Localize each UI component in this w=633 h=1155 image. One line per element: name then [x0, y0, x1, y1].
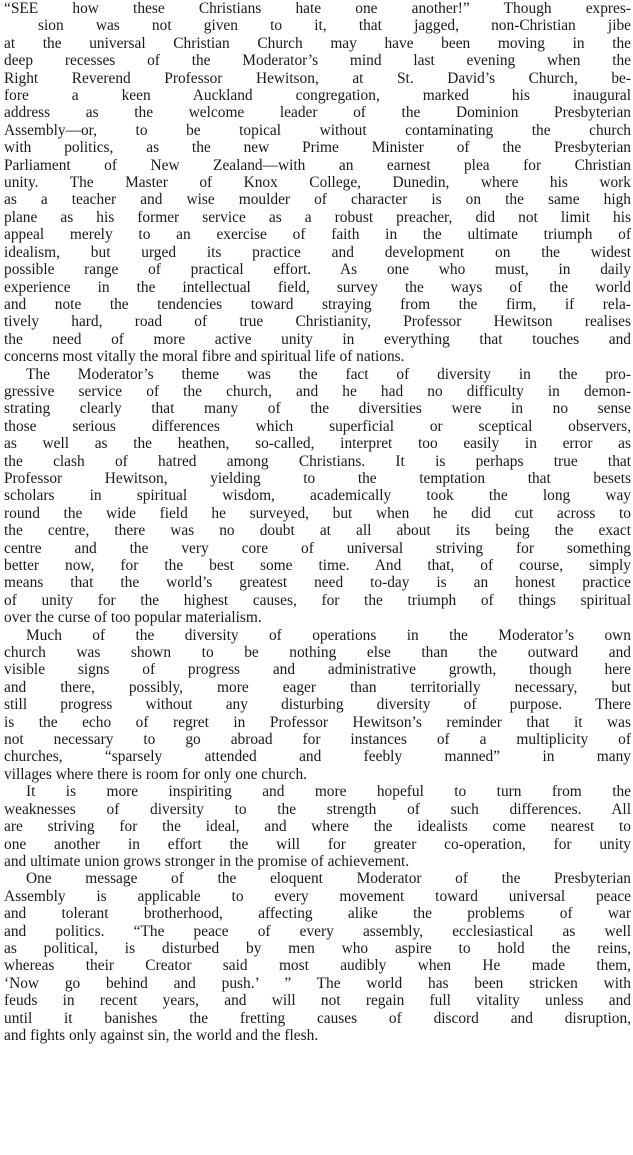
- article-line: scholars in spiritual wisdom, academically took the long way: [4, 487, 631, 505]
- article-line: church was shown to be nothing else than the outward and: [4, 644, 631, 662]
- article-line: feuds in recent years, and will not regain full vitality unless and: [4, 992, 631, 1010]
- article-line: not necessary to go abroad for instances of a multiplicity of: [4, 731, 631, 749]
- article-line: and tolerant brotherhood, affecting alike the problems of war: [4, 905, 631, 923]
- article-line: means that the world’s greatest need to-day is an honest practice: [4, 574, 631, 592]
- article-line: and politics. “The peace of every assembly, ecclesiastical as well: [4, 922, 631, 940]
- article-line: of unity for the highest causes, for the triumph of things spiritual: [4, 591, 631, 609]
- article-line: strating clearly that many of the diversities were in no sense: [4, 400, 631, 418]
- article-line: tively hard, road of true Christianity, Professor Hewitson realises: [4, 313, 631, 331]
- article-line: visible signs of progress and administrative growth, though here: [4, 661, 631, 679]
- article-line: as a teacher and wise moulder of character is on the same high: [4, 191, 631, 209]
- article-line: villages where there is room for only one church.: [4, 765, 308, 783]
- article-line: idealism, but urged its practice and development on the widest: [4, 243, 631, 261]
- article-line: still progress without any disturbing diversity of purpose. There: [4, 696, 631, 714]
- article-line: whereas their Creator said most audibly when He made them,: [4, 957, 631, 975]
- article-line: and fights only against sin, the world and the flesh.: [4, 1026, 319, 1044]
- article-line: with politics, as the new Prime Minister of the Presbyterian: [4, 139, 631, 157]
- article-line: until it banishes the fretting causes of discord and disruption,: [4, 1009, 631, 1027]
- article-line: deep recesses of the Moderator’s mind last evening when the: [4, 52, 631, 70]
- article-line: The Moderator’s theme was the fact of diversity in the pro-: [26, 365, 631, 383]
- article-line: better now, for the best some time. And that, of course, simply: [4, 557, 631, 574]
- article-line: as well as the heathen, so-called, interpret too easily in error as: [4, 435, 631, 453]
- article-line: It is more inspiriting and more hopeful to turn from the: [26, 783, 631, 801]
- article-line: at the universal Christian Church may have been moving in the: [4, 34, 631, 52]
- article-line: sion was not given to it, that jagged, non-Christian jibe: [38, 17, 631, 35]
- article-line: weaknesses of diversity to the strength of such differences. All: [4, 800, 631, 818]
- article-line: over the curse of too popular materialism.: [4, 609, 262, 627]
- article-line: possible range of practical effort. As one who must, in daily: [4, 261, 631, 279]
- article-line: and note the tendencies toward straying from the firm, if rela-: [4, 295, 631, 313]
- article-line: Assembly—or, to be topical without contaminating the church: [4, 121, 631, 139]
- article-line: churches, “sparsely attended and feebly manned” in many: [4, 748, 631, 766]
- article-line: ‘Now go behind and push.’ ” The world has been stricken with: [4, 974, 631, 992]
- article-line: One message of the eloquent Moderator of the Presbyterian: [26, 870, 631, 888]
- article-line: Much of the diversity of operations in the Moderator’s own: [26, 626, 631, 644]
- article-line: experience in the intellectual field, survey the ways of the world: [4, 278, 631, 296]
- article-line: as political, is disturbed by men who aspire to hold the reins,: [4, 939, 631, 957]
- article-line: unity. The Master of Knox College, Dunedin, where his work: [4, 174, 631, 192]
- article-line: centre and the very core of universal striving for something: [4, 539, 631, 557]
- article-line: and there, possibly, more eager than territorially necessary, but: [4, 678, 631, 696]
- article-line: Assembly is applicable to every movement toward universal peace: [4, 887, 631, 905]
- article-line: are striving for the ideal, and where the idealists come nearest to: [4, 818, 631, 836]
- article-line: the need of more active unity in everything that touches and: [4, 330, 631, 348]
- article-line: the clash of hatred among Christians. It is perhaps true that: [4, 452, 631, 470]
- article-first-line: “SEE how these Christians hate one another!” Though expres-: [4, 0, 631, 17]
- article-line: Professor Hewitson, yielding to the temptation that besets: [4, 469, 631, 487]
- article-line: Right Reverend Professor Hewitson, at St. David’s Church, be-: [4, 69, 631, 87]
- article-line: Parliament of New Zealand—with an earnest plea for Christian: [4, 156, 631, 174]
- article-line: address as the welcome leader of the Dominion Presbyterian: [4, 104, 631, 122]
- article-line: the centre, there was no doubt at all about its being the exact: [4, 522, 631, 540]
- article-line: plane as his former service as a robust preacher, did not limit his: [4, 208, 631, 226]
- article-line: fore a keen Auckland congregation, marked his inaugural: [4, 87, 631, 105]
- article-line: those serious differences which superficial or sceptical observers,: [4, 417, 631, 435]
- article-line: and ultimate union grows stronger in the promise of achievement.: [4, 852, 410, 870]
- article-line: concerns most vitally the moral fibre and spiritual life of nations.: [4, 348, 405, 366]
- article-line: gressive service of the church, and he had no difficulty in demon-: [4, 382, 631, 400]
- article-line: is the echo of regret in Professor Hewitson’s reminder that it was: [4, 713, 631, 731]
- article-line: appeal merely to an exercise of faith in the ultimate triumph of: [4, 226, 631, 244]
- article-line: round the wide field he surveyed, but when he did cut across to: [4, 504, 631, 522]
- article-line: one another in effort the will for greater co-operation, for unity: [4, 835, 631, 853]
